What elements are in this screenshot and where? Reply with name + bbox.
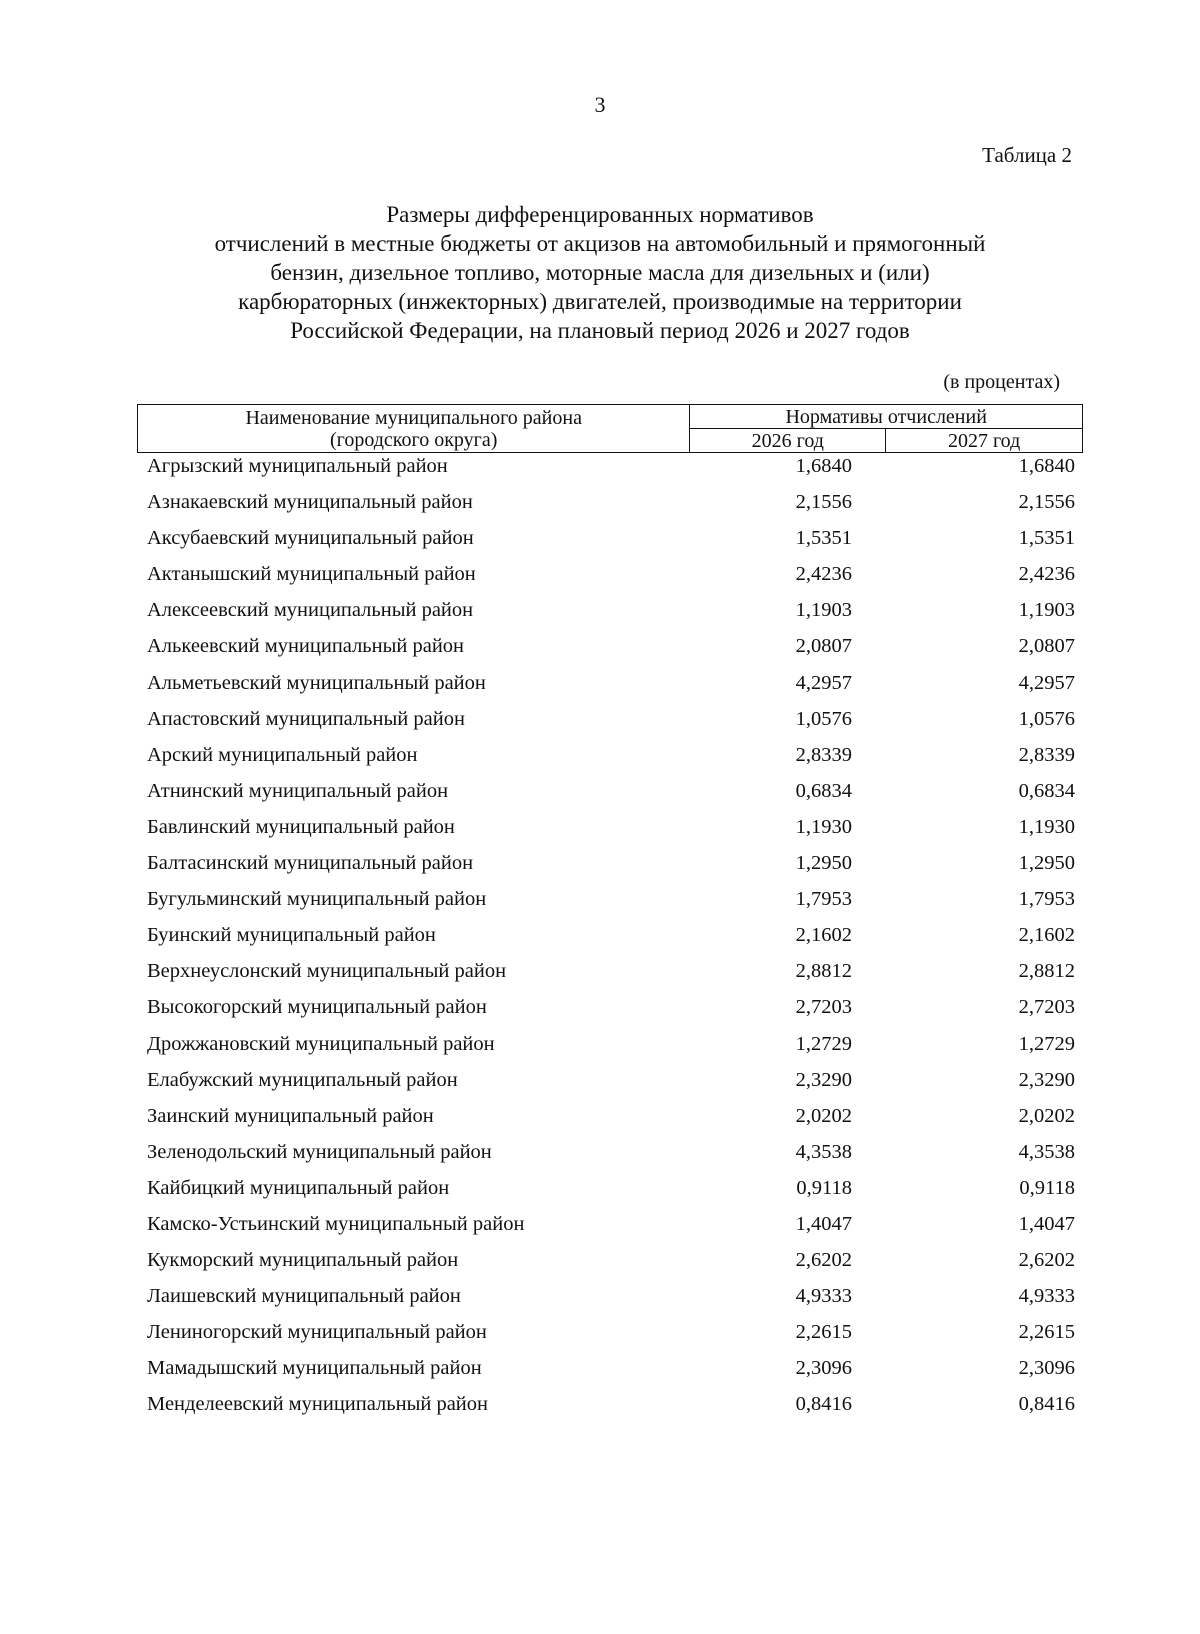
title-line: Размеры дифференцированных нормативов [386, 202, 814, 227]
value-2026: 1,4047 [795, 1212, 852, 1235]
table-row [147, 635, 1075, 671]
row-name: Менделеевский муниципальный район [147, 1393, 488, 1416]
row-name: Альметьевский муниципальный район [147, 671, 486, 694]
row-name: Зеленодольский муниципальный район [147, 1140, 492, 1163]
table-row [147, 1393, 1075, 1429]
table-body [147, 455, 1075, 1430]
title-line: карбюраторных (инжекторных) двигателей, производимые на территории [238, 289, 962, 314]
value-2026: 2,0807 [795, 635, 852, 658]
value-2026: 2,2615 [795, 1321, 852, 1344]
table-row [147, 455, 1075, 491]
value-2026: 4,9333 [795, 1285, 852, 1308]
row-name: Бавлинский муниципальный район [147, 815, 455, 838]
value-2027: 2,2615 [1018, 1321, 1075, 1344]
row-name: Атнинский муниципальный район [147, 779, 449, 802]
table-row [147, 1141, 1075, 1177]
value-2026: 4,3538 [795, 1140, 852, 1163]
table-row [147, 1177, 1075, 1213]
value-2027: 1,2729 [1018, 1032, 1075, 1055]
row-name: Апастовский муниципальный район [147, 707, 465, 730]
value-2026: 2,0202 [795, 1104, 852, 1127]
row-name: Камско-Устьинский муниципальный район [147, 1212, 525, 1235]
table-row [147, 816, 1075, 852]
value-2026: 1,1903 [795, 599, 852, 622]
page-number: 3 [594, 92, 606, 117]
value-2026: 1,5351 [795, 527, 852, 550]
row-name: Арский муниципальный район [147, 743, 418, 766]
value-2026: 2,8339 [795, 743, 852, 766]
table-row [147, 491, 1075, 527]
value-2027: 1,0576 [1018, 707, 1075, 730]
value-2027: 1,5351 [1018, 527, 1075, 550]
value-2027: 1,7953 [1018, 888, 1075, 911]
table-row [147, 1285, 1075, 1321]
value-2026: 1,7953 [795, 888, 852, 911]
row-name: Буинский муниципальный район [147, 924, 436, 947]
title-line: отчислений в местные бюджеты от акцизов на автомобильный и прямогонный [214, 231, 986, 256]
column-header-name-line1: Наименование муниципального района [245, 406, 582, 429]
table-row [147, 888, 1075, 924]
value-2027: 2,8812 [1018, 960, 1075, 983]
value-2026: 2,6202 [795, 1249, 852, 1272]
value-2027: 4,3538 [1018, 1140, 1075, 1163]
value-2026: 2,1556 [795, 491, 852, 514]
table-row [147, 672, 1075, 708]
value-2027: 0,6834 [1018, 779, 1075, 802]
row-name: Балтасинский муниципальный район [147, 852, 474, 875]
table-row [147, 1033, 1075, 1069]
value-2026: 1,0576 [795, 707, 852, 730]
value-2026: 2,7203 [795, 996, 852, 1019]
value-2027: 1,1903 [1018, 599, 1075, 622]
table-row [147, 1321, 1075, 1357]
row-name: Бугульминский муниципальный район [147, 888, 487, 911]
row-name: Азнакаевский муниципальный район [147, 491, 473, 514]
row-name: Елабужский муниципальный район [147, 1068, 458, 1091]
value-2027: 2,0807 [1018, 635, 1075, 658]
row-name: Заинский муниципальный район [147, 1104, 434, 1127]
row-name: Лениногорский муниципальный район [147, 1321, 487, 1344]
table-row [147, 1249, 1075, 1285]
value-2026: 1,2729 [795, 1032, 852, 1055]
table-row [147, 1357, 1075, 1393]
value-2027: 2,1602 [1018, 924, 1075, 947]
value-2027: 4,9333 [1018, 1285, 1075, 1308]
value-2027: 4,2957 [1018, 671, 1075, 694]
column-header-name [138, 405, 690, 453]
value-2026: 2,4236 [795, 563, 852, 586]
value-2027: 1,1930 [1018, 815, 1075, 838]
value-2027: 2,0202 [1018, 1104, 1075, 1127]
value-2027: 2,6202 [1018, 1249, 1075, 1272]
table-row [147, 780, 1075, 816]
column-header-2026: 2026 год [690, 429, 886, 453]
row-name: Аксубаевский муниципальный район [147, 527, 474, 550]
table-row [147, 599, 1075, 635]
value-2026: 0,9118 [796, 1176, 852, 1199]
unit-note: (в процентах) [943, 371, 1060, 393]
row-name: Дрожжановский муниципальный район [147, 1032, 495, 1055]
row-name: Актанышский муниципальный район [147, 563, 476, 586]
table-row [147, 1213, 1075, 1249]
title-line: Российской Федерации, на плановый период 2026 и 2027 годов [290, 318, 910, 343]
row-name: Алькеевский муниципальный район [147, 635, 465, 658]
row-name: Высокогорский муниципальный район [147, 996, 487, 1019]
table-row [147, 744, 1075, 780]
value-2026: 2,3096 [795, 1357, 852, 1380]
value-2027: 2,1556 [1018, 491, 1075, 514]
value-2027: 2,3290 [1018, 1068, 1075, 1091]
row-name: Агрызский муниципальный район [147, 455, 448, 477]
table-row [147, 1105, 1075, 1141]
table-row [147, 924, 1075, 960]
value-2026: 2,3290 [795, 1068, 852, 1091]
value-2027: 2,3096 [1018, 1357, 1075, 1380]
table-row [147, 1069, 1075, 1105]
value-2026: 2,8812 [795, 960, 852, 983]
table-row [147, 563, 1075, 599]
value-2026: 1,6840 [795, 455, 852, 477]
value-2026: 1,2950 [795, 852, 852, 875]
row-name: Верхнеуслонский муниципальный район [147, 960, 507, 983]
value-2027: 1,2950 [1018, 852, 1075, 875]
row-name: Кукморский муниципальный район [147, 1249, 459, 1272]
table-row [147, 527, 1075, 563]
title-line: бензин, дизельное топливо, моторные масла для дизельных и (или) [270, 260, 930, 285]
value-2027: 0,9118 [1019, 1176, 1075, 1199]
value-2026: 0,8416 [795, 1393, 852, 1416]
value-2027: 1,6840 [1018, 455, 1075, 477]
table-row [147, 996, 1075, 1032]
value-2026: 0,6834 [795, 779, 852, 802]
value-2027: 0,8416 [1018, 1393, 1075, 1416]
value-2027: 2,4236 [1018, 563, 1075, 586]
table-row [147, 960, 1075, 996]
document-title [140, 200, 1060, 345]
value-2026: 1,1930 [795, 815, 852, 838]
table-row [147, 852, 1075, 888]
row-name: Кайбицкий муниципальный район [147, 1176, 450, 1199]
table-header [137, 404, 1083, 453]
column-header-name-line2: (городского округа) [329, 428, 498, 451]
row-name: Алексеевский муниципальный район [147, 599, 474, 622]
value-2026: 2,1602 [795, 924, 852, 947]
value-2027: 1,4047 [1018, 1212, 1075, 1235]
row-name: Мамадышский муниципальный район [147, 1357, 482, 1380]
value-2026: 4,2957 [795, 671, 852, 694]
table-label: Таблица 2 [982, 143, 1072, 167]
column-group-header: Нормативы отчислений [690, 405, 1083, 429]
table-row [147, 708, 1075, 744]
value-2027: 2,8339 [1018, 743, 1075, 766]
column-header-2027: 2027 год [886, 429, 1083, 453]
value-2027: 2,7203 [1018, 996, 1075, 1019]
row-name: Лаишевский муниципальный район [147, 1285, 461, 1308]
